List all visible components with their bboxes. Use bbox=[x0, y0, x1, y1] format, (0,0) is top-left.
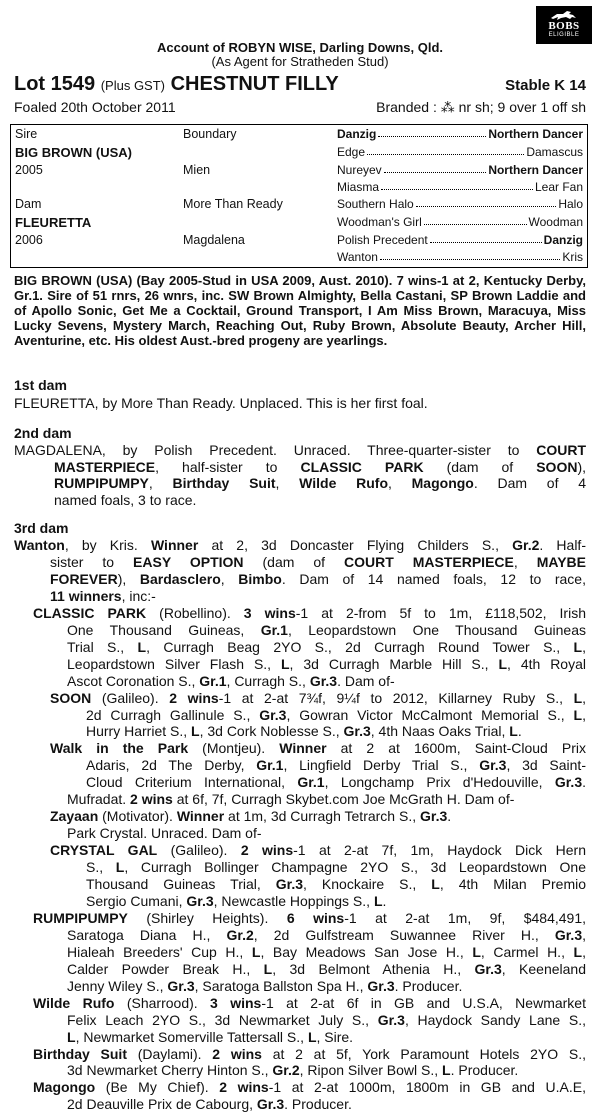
pedigree-gen3-row bbox=[337, 215, 583, 229]
gen3-name: Danzig bbox=[337, 127, 377, 141]
sire-label: Sire bbox=[15, 127, 38, 141]
pedigree-text-line: One Thousand Guineas, Gr.1, Leopardstown One Thousand Guineas bbox=[67, 621, 586, 638]
gen4-name: Northern Dancer bbox=[488, 127, 583, 141]
gen4-name: Lear Fan bbox=[534, 180, 583, 194]
lot-heading bbox=[14, 73, 339, 96]
second-dam-heading: 2nd dam bbox=[14, 425, 72, 441]
sire-summary: BIG BROWN (USA) (Bay 2005-Stud in USA 2009, Aust. 2010). 7 wins-1 at 2, Kentucky Derby, Gr.1. Sire of 51 rnrs, 26 wnrs, inc. SW Brown Almighty, Bella Castani, SP Brown Laddie and of Apollo Sonic, Get Me a Cocktail, Ground Transport, I Am Miss Brown, Maracuya, Miss Lucky Sevens, Mystery March, Reaching Out, Ruby Brown, Absolute Beauty, Archer Hill, Aventurine, etc. His oldest Aust.-bred progeny are yearlings. bbox=[14, 273, 586, 348]
gen3-name: Southern Halo bbox=[337, 197, 414, 211]
pedigree-text-line: MASTERPIECE, half-sister to CLASSIC PARK (dam of SOON), bbox=[54, 458, 587, 475]
vendor-agent: (As Agent for Stratheden Stud) bbox=[211, 54, 389, 69]
stable-number: Stable K 14 bbox=[505, 77, 586, 94]
pedigree-text-line: Adaris, 2d The Derby, Gr.1, Lingfield Derby Trial S., Gr.3, 3d Saint- bbox=[86, 757, 586, 774]
gst-note: (Plus GST) bbox=[100, 78, 166, 93]
gen4-name: Woodman bbox=[528, 215, 583, 229]
branded-info bbox=[376, 99, 586, 116]
pedigree-gen3-row bbox=[337, 233, 583, 247]
pedigree-text-line: 11 winners, inc:- bbox=[50, 587, 156, 604]
pedigree-text-line: Hurry Harriet S., L, 3d Cork Noblesse S., Gr.3, 4th Naas Oaks Trial, L. bbox=[86, 723, 522, 740]
pedigree-text-line: Magongo (Be My Chief). 2 wins-1 at 2-at 1000m, 1800m in GB and U.A.E, bbox=[33, 1079, 586, 1096]
gen3-name: Edge bbox=[337, 145, 366, 159]
pedigree-text-line: Trial S., L, Curragh Beag 2YO S., 2d Curragh Round Tower S., L, bbox=[67, 638, 586, 655]
pedigree-text-line: CLASSIC PARK (Robellino). 3 wins-1 at 2-from 5f to 1m, £118,502, Irish bbox=[33, 604, 586, 621]
foaled-date: Foaled 20th October 2011 bbox=[14, 99, 176, 115]
pedigree-text-line: Park Crystal. Unraced. Dam of- bbox=[67, 825, 262, 842]
pedigree-text-line: Mufradat. 2 wins at 6f, 7f, Curragh Skybet.com Joe McGrath H. Dam of- bbox=[67, 791, 515, 808]
dam-sire: More Than Ready bbox=[183, 197, 283, 211]
pedigree-text-line: Birthday Suit (Daylami). 2 wins at 2 at 5f, York Paramount Hotels 2YO S., bbox=[33, 1045, 586, 1062]
gen4-name: Halo bbox=[558, 197, 583, 211]
pedigree-text-line: 2d Curragh Gallinule S., Gr.3, Gowran Victor McCalmont Memorial S., L, bbox=[86, 706, 586, 723]
branded-detail: nr sh; 9 over 1 off sh bbox=[458, 99, 586, 115]
pedigree-text-line: Zayaan (Motivator). Winner at 1m, 3d Curragh Tetrarch S., Gr.3. bbox=[50, 808, 452, 825]
sire-year: 2005 bbox=[15, 163, 43, 177]
pedigree-text-line: L, Newmarket Somerville Tattersall S., L, Sire. bbox=[67, 1028, 354, 1045]
pedigree-text-line: Calder Powder Break H., L, 3d Belmont Athenia H., Gr.3, Keeneland bbox=[67, 960, 586, 977]
brand-symbol-icon: ⁂ bbox=[440, 99, 455, 115]
pedigree-gen3-row bbox=[337, 180, 583, 194]
sire-sire: Boundary bbox=[183, 127, 237, 141]
pedigree-text-line: 3d Newmarket Cherry Hinton S., Gr.2, Ripon Silver Bowl S., L. Producer. bbox=[67, 1062, 519, 1079]
logo-subtext: ELIGIBLE bbox=[548, 32, 580, 38]
pedigree-text-line: RUMPIPUMPY (Shirley Heights). 6 wins-1 at 2-at 1m, 9f, $484,491, bbox=[33, 909, 587, 926]
pedigree-text-line: Thousand Guineas Trial, Gr.3, Knockaire S., L, 4th Milan Premio bbox=[86, 876, 586, 892]
pedigree-table bbox=[10, 124, 588, 268]
first-dam-text: FLEURETTA, by More Than Ready. Unplaced. This is her first foal. bbox=[14, 395, 428, 411]
pedigree-text-line: CRYSTAL GAL (Galileo). 2 wins-1 at 2-at 7f, 1m, Haydock Dick Hern bbox=[50, 842, 587, 859]
lot-number: Lot 1549 bbox=[14, 73, 96, 95]
pedigree-text-line: Jenny Wiley S., Gr.3, Saratoga Ballston Spa H., Gr.3. Producer. bbox=[67, 977, 463, 994]
pedigree-text-line: sister to EASY OPTION (dam of COURT MASTERPIECE, MAYBE bbox=[50, 553, 586, 570]
sire-dam: Mien bbox=[183, 163, 211, 177]
gen4-name: Damascus bbox=[526, 145, 583, 159]
dam-year: 2006 bbox=[15, 233, 43, 247]
sire-name: BIG BROWN (USA) bbox=[15, 145, 132, 160]
pedigree-text-line: S., L, Curragh Bollinger Champagne 2YO S., 3d Leopardstown One bbox=[86, 859, 586, 876]
gen3-name: Wanton bbox=[337, 250, 378, 264]
third-dam-heading: 3rd dam bbox=[14, 520, 69, 536]
gen3-name: Miasma bbox=[337, 180, 380, 194]
dam-label: Dam bbox=[15, 197, 42, 211]
dam-dam: Magdalena bbox=[183, 233, 245, 247]
bobs-eligible-logo bbox=[536, 6, 592, 44]
pedigree-text-line: 2d Deauville Prix de Cabourg, Gr.3. Producer. bbox=[67, 1096, 352, 1112]
lot-description: CHESTNUT FILLY bbox=[170, 73, 339, 95]
pedigree-gen3-row bbox=[337, 197, 583, 211]
gen3-name: Nureyev bbox=[337, 163, 382, 177]
gen4-name: Kris bbox=[562, 250, 583, 264]
gen4-name: Northern Dancer bbox=[488, 163, 583, 177]
pedigree-text-line: Cloud Criterium International, Gr.1, Longchamp Prix d'Hedouville, Gr.3. bbox=[86, 774, 586, 791]
pedigree-text-line: Felix Leach 2YO S., 3d Newmarket July S., Gr.3, Haydock Sandy Lane S., bbox=[67, 1011, 586, 1028]
pedigree-gen3-row bbox=[337, 250, 583, 264]
vendor-account: Account of ROBYN WISE, Darling Downs, Qld. bbox=[156, 40, 443, 55]
logo-text: BOBS bbox=[548, 20, 580, 32]
pedigree-text-line: named foals, 3 to race. bbox=[54, 491, 197, 508]
gen3-name: Polish Precedent bbox=[337, 233, 428, 247]
pedigree-text-line: Wanton, by Kris. Winner at 2, 3d Doncaster Flying Childers S., Gr.2. Half- bbox=[14, 537, 586, 553]
pedigree-text-line: Saratoga Diana H., Gr.2, 2d Gulfstream Suwannee River H., Gr.3, bbox=[67, 926, 586, 943]
pedigree-gen3-row bbox=[337, 145, 583, 159]
pedigree-text-line: SOON (Galileo). 2 wins-1 at 2-at 7¾f, 9¼f to 2012, Killarney Ruby S., L, bbox=[50, 689, 587, 706]
pedigree-text-line: Hialeah Breeders' Cup H., L, Bay Meadows San Jose H., L, Carmel H., L, bbox=[67, 943, 586, 960]
pedigree-text-line: Leopardstown Silver Flash S., L, 3d Curragh Marble Hill S., L, 4th Royal bbox=[67, 655, 586, 672]
pedigree-text-line: Wilde Rufo (Sharrood). 3 wins-1 at 2-at 6f in GB and U.S.A, Newmarket bbox=[33, 994, 586, 1011]
pedigree-text-line: Ascot Coronation S., Gr.1, Curragh S., Gr.3. Dam of- bbox=[67, 672, 395, 689]
pedigree-text-line: Walk in the Park (Montjeu). Winner at 2 at 1600m, Saint-Cloud Prix bbox=[50, 740, 587, 757]
pedigree-gen3-row bbox=[337, 163, 583, 177]
gen3-name: Woodman's Girl bbox=[337, 215, 422, 229]
pedigree-text-line: RUMPIPUMPY, Birthday Suit, Wilde Rufo, Magongo. Dam of 4 bbox=[54, 475, 586, 491]
pedigree-text-line: FOREVER), Bardasclero, Bimbo. Dam of 14 named foals, 12 to race, bbox=[50, 570, 586, 587]
pedigree-text-line: Sergio Cumani, Gr.3, Newcastle Hoppings S., L. bbox=[86, 892, 387, 909]
pedigree-gen3-row bbox=[337, 127, 583, 141]
pedigree-text-line: MAGDALENA, by Polish Precedent. Unraced. Three-quarter-sister to COURT bbox=[14, 442, 586, 458]
gen4-name: Danzig bbox=[543, 233, 583, 247]
dam-name: FLEURETTA bbox=[15, 215, 92, 230]
first-dam-heading: 1st dam bbox=[14, 377, 67, 393]
branded-label: Branded : bbox=[376, 99, 437, 115]
